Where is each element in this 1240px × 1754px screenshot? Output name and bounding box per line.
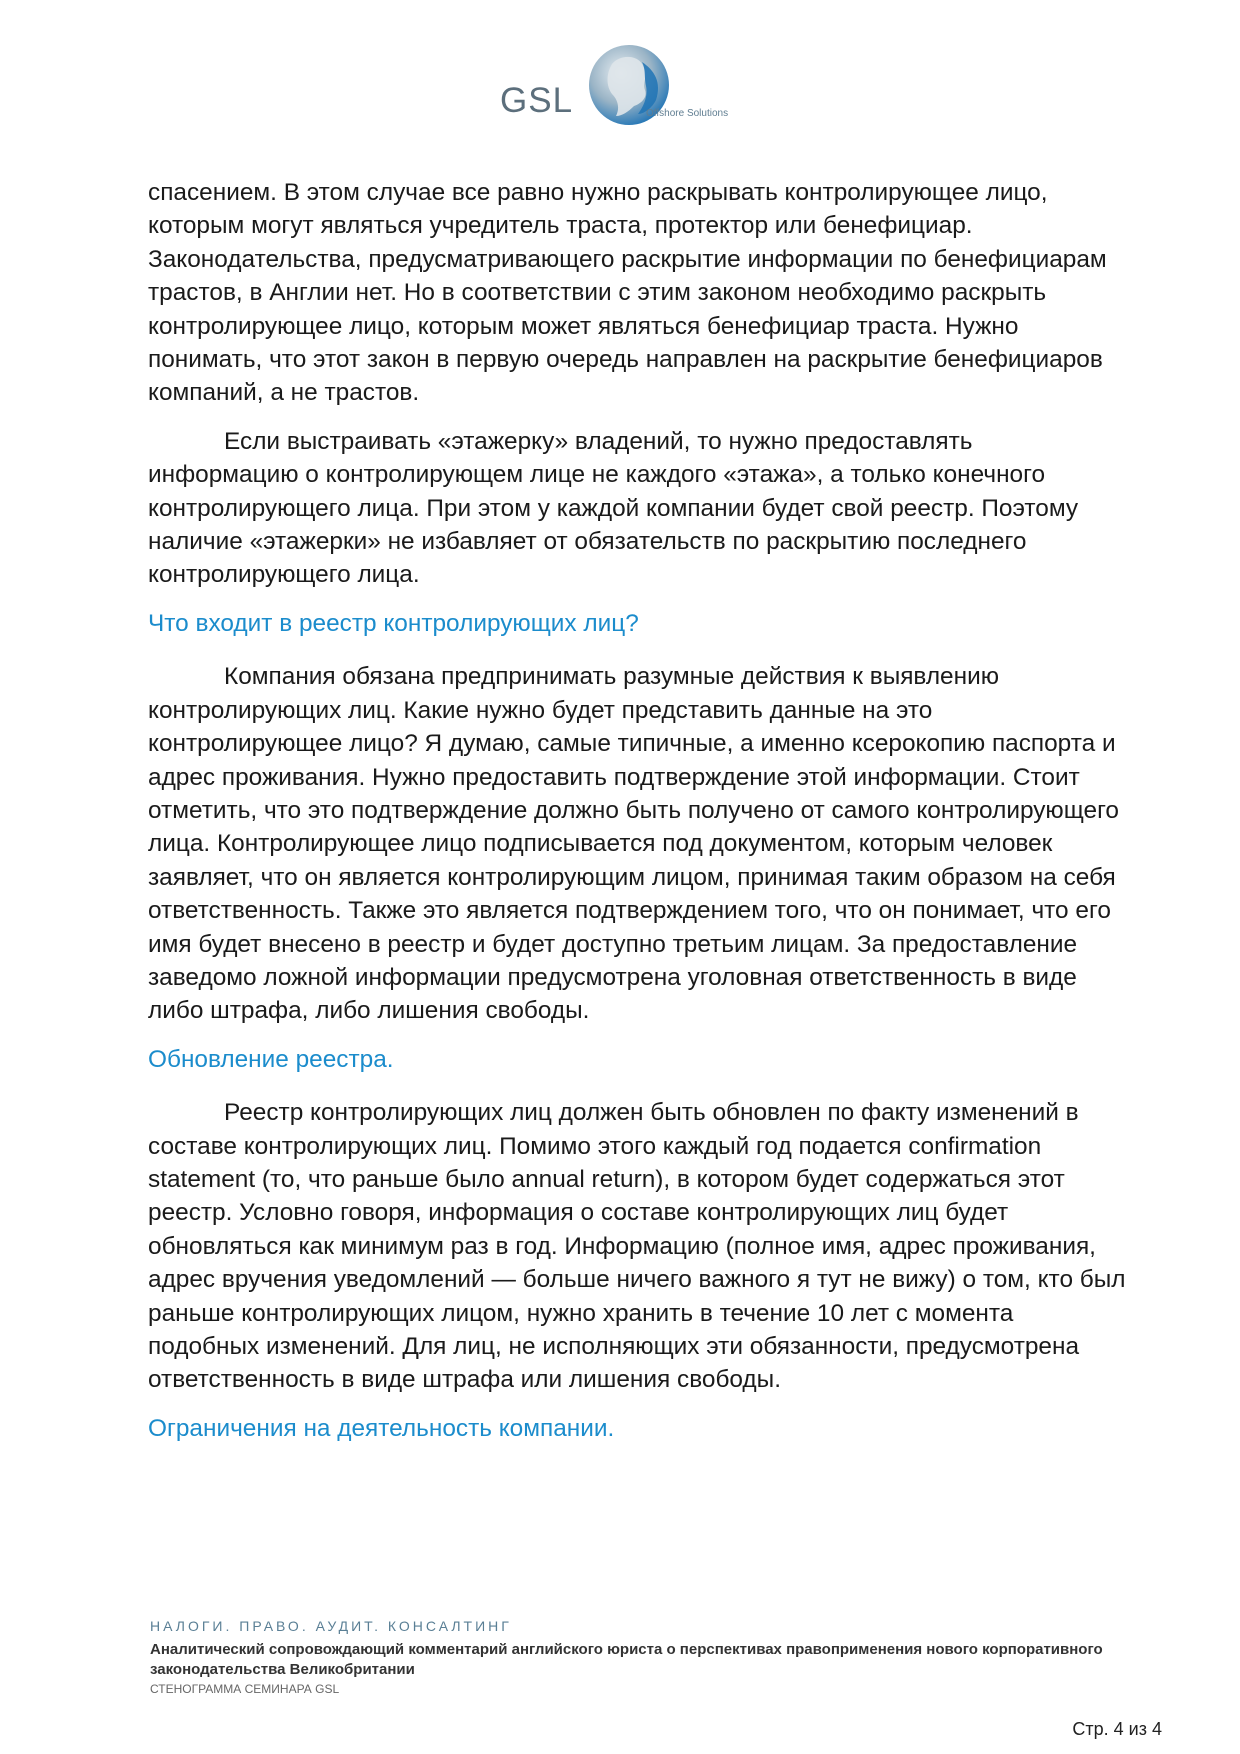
- footer-subtitle: СТЕНОГРАММА СЕМИНАРА GSL: [150, 1682, 340, 1696]
- section-heading-register-update: Обновление реестра.: [148, 1045, 394, 1073]
- paragraph-register-update: Реестр контролирующих лиц должен быть обновлен по факту изменений в составе контролирующих лиц. Помимо этого каждый год подается confirmation statement (то, что раньше было annual return), в котором будет содержаться этот реестр. Условно говоря, информация о составе контролирующих лиц будет обновляться как минимум раз в год. Информацию (полное имя, адрес проживания, адрес вручения уведомлений — больше ничего важного я тут не вижу) о том, кто был раньше контролирующих лицом, нужно хранить в течение 10 лет с момента подобных изменений. Для лиц, не исполняющих эти обязанности, предусмотрена ответственность в виде штрафа или лишения свободы.: [148, 1099, 1126, 1394]
- footer-brand-line: НАЛОГИ. ПРАВО. АУДИТ. КОНСАЛТИНГ: [150, 1618, 512, 1634]
- paragraph-etazherka: Если выстраивать «этажерку» владений, то нужно предоставлять информацию о контролирующем лице не каждого «этажа», а только конечного контролирующего лица. При этом у каждой компании будет свой реестр. Поэтому наличие «этажерки» не избавляет от обязательств по раскрытию последнего контролирующего лица.: [148, 427, 1079, 589]
- page-number: Стр. 4 из 4: [1072, 1719, 1162, 1739]
- paragraph-continued: спасением. В этом случае все равно нужно раскрывать контролирующее лицо, которым могут являться учредитель траста, протектор или бенефициар. Законодательства, предусматривающего раскрытие информации по бенефициарам трастов, в Англии нет. Но в соответствии с этим законом необходимо раскрыть контролирующее лицо, которым может являться бенефициар траста. Нужно понимать, что этот закон в первую очередь направлен на раскрытие бенефициаров компаний, а не трастов.: [148, 179, 1107, 407]
- footer-description: Аналитический сопровождающий комментарий английского юриста о перспективах правоприменения нового корпоративного законодательства Великобритании: [150, 1641, 1103, 1678]
- gsl-logo: [496, 38, 816, 138]
- section-heading-register-contents: Что входит в реестр контролирующих лиц?: [148, 609, 639, 637]
- section-heading-restrictions: Ограничения на деятельность компании.: [148, 1414, 615, 1442]
- document-body: [148, 176, 1128, 1465]
- logo-subtitle: Offshore Solutions: [646, 108, 729, 119]
- logo-text: GSL: [500, 81, 574, 120]
- paragraph-register-contents: Компания обязана предпринимать разумные действия к выявлению контролирующих лиц. Какие нужно будет представить данные на это контролирующее лицо? Я думаю, самые типичные, а именно ксерокопию паспорта и адрес проживания. Нужно предоставить подтверждение этой информации. Стоит отметить, что это подтверждение должно быть получено от самого контролирующего лица. Контролирующее лицо подписывается под документом, которым человек заявляет, что он является контролирующим лицом, принимая таким образом на себя ответственность. Также это является подтверждением того, что он понимает, что его имя будет внесено в реестр и будет доступно третьим лицам. За предоставление заведомо ложной информации предусмотрена уголовная ответственность в виде либо штрафа, либо лишения свободы.: [148, 663, 1120, 1025]
